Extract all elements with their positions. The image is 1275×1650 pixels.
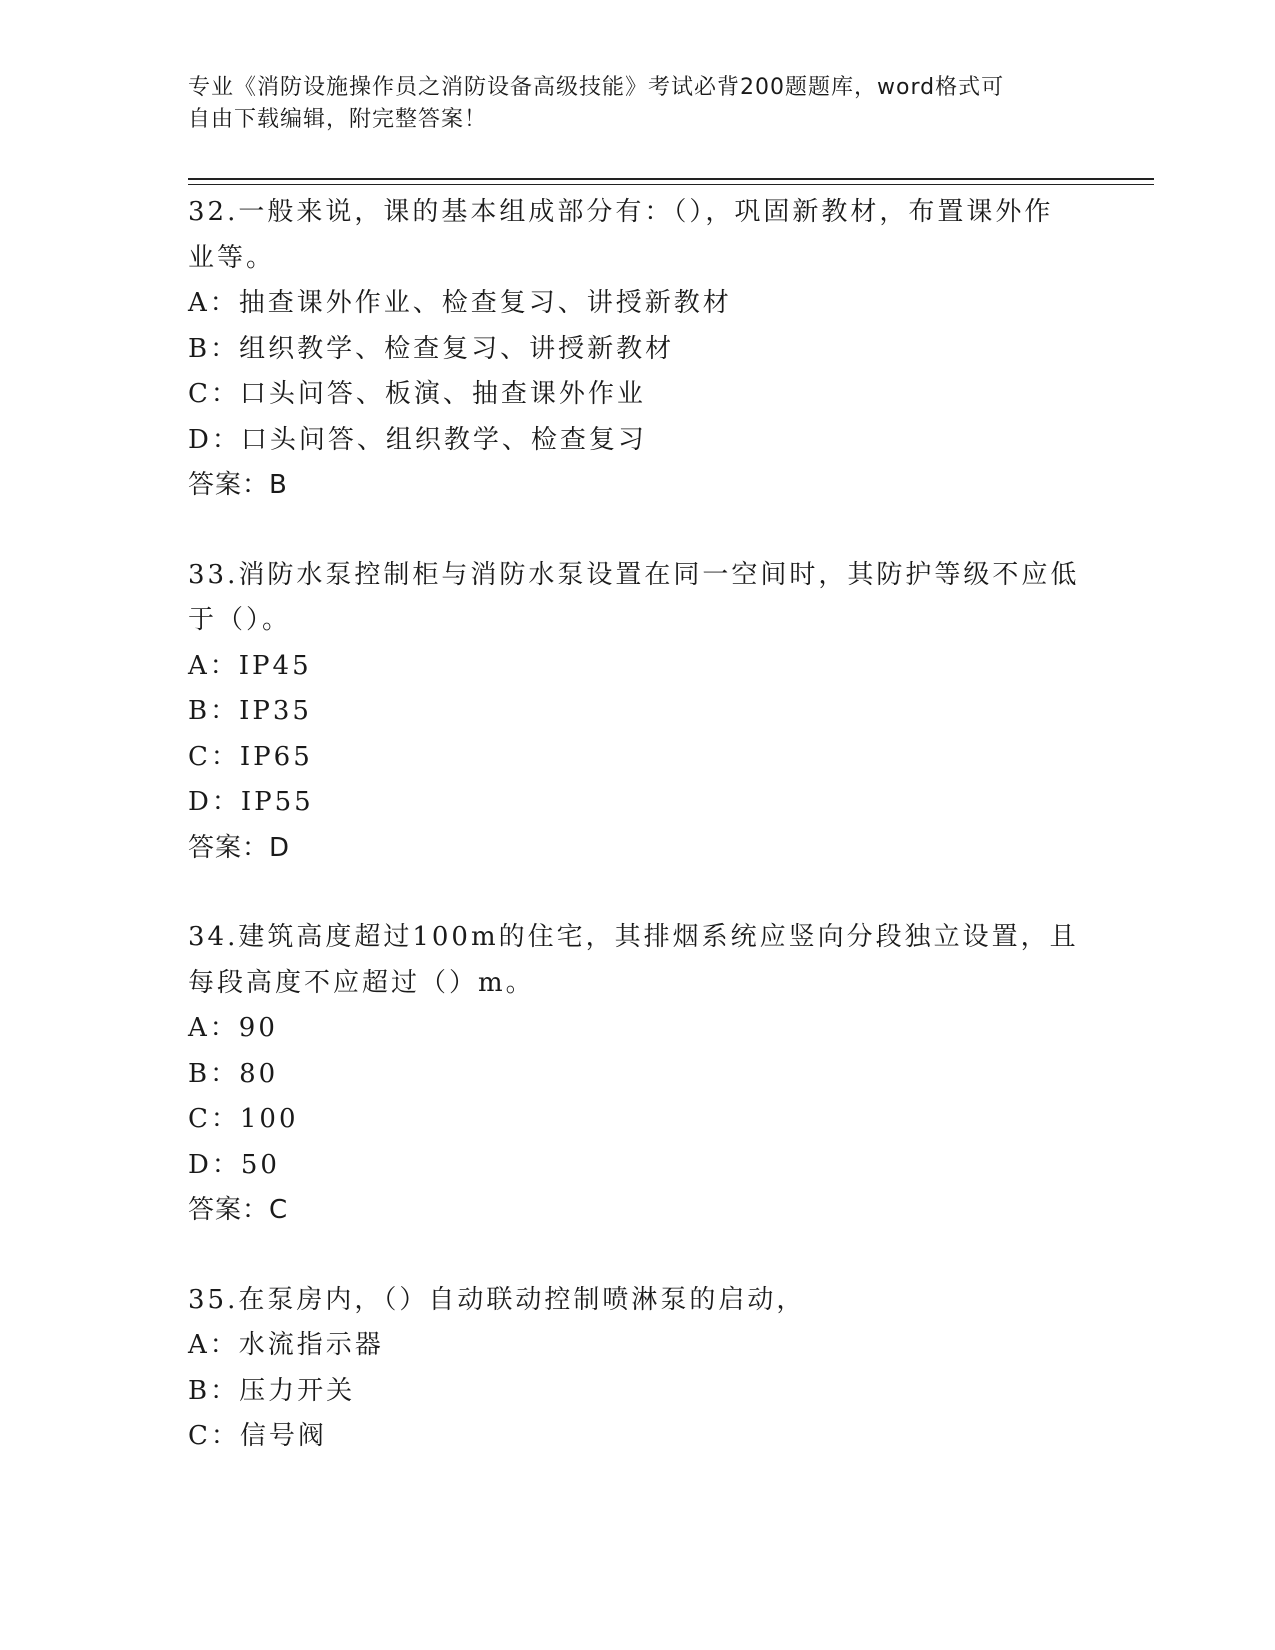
option-c: C：信号阀 — [188, 1421, 327, 1451]
question-35 — [188, 1278, 1088, 1460]
option-a: A：水流指示器 — [188, 1330, 384, 1360]
spacer — [188, 1234, 1088, 1278]
option-d: D：50 — [188, 1149, 280, 1180]
option-c: C：口头问答、板演、抽查课外作业 — [188, 379, 646, 409]
question-32 — [188, 190, 1088, 509]
option-b: B：组织教学、检查复习、讲授新教材 — [188, 333, 675, 364]
question-stem: 33.消防水泵控制柜与消防水泵设置在同一空间时，其防护等级不应低 — [188, 559, 1080, 590]
option-a: A：抽查课外作业、检查复习、讲授新教材 — [188, 288, 732, 318]
option-b: B：80 — [188, 1058, 279, 1089]
option-a: A：90 — [188, 1013, 278, 1043]
option-b: B：压力开关 — [188, 1375, 356, 1406]
option-a: A：IP45 — [188, 650, 312, 681]
option-d: D：口头问答、组织教学、检查复习 — [188, 424, 647, 455]
header-divider-thick — [188, 178, 1154, 180]
answer-line: 答案：C — [188, 1195, 289, 1225]
header-line-1: 专业《消防设施操作员之消防设备高级技能》考试必背200题题库，word格式可 — [188, 75, 1005, 100]
spacer — [188, 871, 1088, 915]
question-stem: 34.建筑高度超过100m的住宅，其排烟系统应竖向分段独立设置，且 — [188, 922, 1079, 952]
question-stem: 35.在泵房内，（）自动联动控制喷淋泵的启动， — [188, 1284, 806, 1315]
option-c: C：IP65 — [188, 741, 313, 772]
option-c: C：100 — [188, 1104, 299, 1134]
question-stem: 业等。 — [188, 242, 276, 273]
header-line-2: 自由下载编辑，附完整答案！ — [188, 107, 488, 132]
answer-line: 答案：B — [188, 470, 288, 500]
question-33 — [188, 553, 1088, 872]
question-stem: 32.一般来说，课的基本组成部分有：（），巩固新教材，布置课外作 — [188, 197, 1054, 227]
question-stem: 每段高度不应超过（）m。 — [188, 967, 535, 998]
option-b: B：IP35 — [188, 696, 312, 726]
question-stem: 于（）。 — [188, 605, 292, 635]
question-34 — [188, 915, 1088, 1234]
spacer — [188, 509, 1088, 553]
option-d: D：IP55 — [188, 787, 314, 817]
answer-line: 答案：D — [188, 832, 291, 863]
question-list — [188, 190, 1088, 1460]
document-header — [188, 72, 1088, 136]
header-divider-thin — [188, 184, 1154, 185]
